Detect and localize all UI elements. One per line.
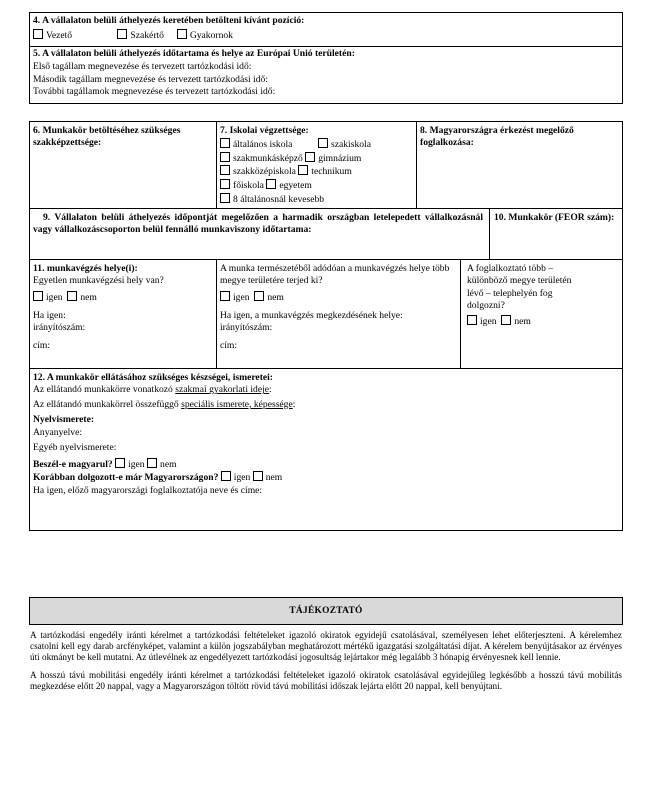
section-7 <box>220 125 412 207</box>
section-12 <box>33 372 618 497</box>
section-9-title: 9. Vállalaton belüli áthelyezés időpontját megelőzően a harmadik országban letelepedett vállalkozásnál vagy vállalkozáscsoporton belül fennálló munkaviszony időtartama: <box>33 212 483 236</box>
checkbox-multi-yes[interactable] <box>220 291 230 301</box>
option-szakerto-label: Szakértő <box>130 29 164 41</box>
start-zip-label: irányítószám: <box>220 322 273 334</box>
edu-egyetem[interactable] <box>266 180 312 191</box>
edu-szakmunkaskepzo[interactable] <box>220 153 303 164</box>
checkbox-site-no[interactable] <box>501 315 511 325</box>
checkbox-szakiskola[interactable] <box>318 138 328 148</box>
edu-szakkozepiskola-label: szakközépiskola <box>233 166 296 178</box>
section-11-col2 <box>220 263 456 353</box>
section-11-col3 <box>467 263 585 328</box>
multi-site-question: A foglalkoztató több – különböző megye területén lévő – telephelyén fog dolgozni? <box>467 263 572 311</box>
section-11-col1 <box>33 263 213 353</box>
checkbox-szakerto[interactable] <box>117 29 127 39</box>
worked-hungary-question: Korábban dolgozott-e már Magyarországon? <box>33 472 219 484</box>
section-8-title: 8. Magyarországra érkezést megelőző foglalkozása: <box>420 125 574 148</box>
address-label: cím: <box>33 340 51 352</box>
edu-8-altalanos[interactable] <box>220 194 324 205</box>
info-paragraph-1: A tartózkodási engedély iránti kérelmet a tartózkodási feltételeket igazoló okiratok egyidejű csatolásával, személyesen lehet előterjeszteni. A kérelemhez csatolni kell egy darab arcfényképet, valamint a külön jogszabályban meghatározott mértékű igazgatási szolgáltatási díjat. A kérelem benyújtásakor az érvényes úti okmányt be kell mutatni. Az útlevélnek az engedélyezett tartózkodási jogosultság lejártakor még legalább 3 hónapig érvényesnek kell lennie. <box>30 630 622 663</box>
checkbox-vezeto[interactable] <box>33 29 43 39</box>
checkbox-8-altalanos[interactable] <box>220 193 230 203</box>
professional-experience: Az ellátandó munkakörre vonatkozó szakmai gyakorlati ideje: <box>33 384 272 396</box>
edu-szakiskola[interactable] <box>318 139 371 150</box>
edu-szakkozepiskola[interactable] <box>220 166 296 177</box>
option-szakerto[interactable] <box>117 29 174 42</box>
edu-altalanos[interactable] <box>220 138 318 152</box>
site-yes-label: igen <box>480 316 497 328</box>
start-address-label: cím: <box>220 340 238 352</box>
section-5-title: 5. A vállalaton belüli áthelyezés időtartama és helye az Európai Unió területén: <box>33 48 355 59</box>
option-vezeto-label: Vezető <box>46 29 73 41</box>
single-no-label: nem <box>80 291 97 303</box>
first-member-state: Első tagállam megnevezése és tervezett tartózkodási idő: <box>33 60 252 72</box>
section-4-5-box <box>29 12 623 104</box>
single-yes-label: igen <box>46 291 63 303</box>
mother-tongue-label: Anyanyelve: <box>33 426 83 438</box>
section-7-title: 7. Iskolai végzettsége: <box>220 125 309 136</box>
edu-gimnazium[interactable] <box>305 153 361 164</box>
checkbox-gimnazium[interactable] <box>305 152 315 162</box>
other-language-label: Egyéb nyelvismerete: <box>33 442 117 454</box>
multi-county-question: A munka természetéből adódóan a munkavégzés helye több megye területére terjed ki? <box>220 263 450 287</box>
option-vezeto[interactable] <box>33 29 115 42</box>
checkbox-site-yes[interactable] <box>467 315 477 325</box>
edu-technikum-label: technikum <box>311 166 352 178</box>
section-6-title: 6. Munkakör betöltéséhez szükséges szakképzettsége: <box>33 125 181 148</box>
checkbox-foiskola[interactable] <box>220 179 230 189</box>
section-12-title: 12. A munkakör ellátásához szükséges készségei, ismeretei: <box>33 372 274 383</box>
edu-foiskola[interactable] <box>220 180 264 191</box>
checkbox-worked-yes[interactable] <box>221 471 231 481</box>
checkbox-single-no[interactable] <box>67 291 77 301</box>
checkbox-technikum[interactable] <box>298 165 308 175</box>
checkbox-altalanos[interactable] <box>220 138 230 148</box>
edu-foiskola-label: főiskola <box>233 180 264 191</box>
edu-altalanos-label: általános iskola <box>233 138 293 150</box>
section-11-title: 11. munkavégzés helye(i): <box>33 263 138 274</box>
worked-yes-label: igen <box>233 472 251 484</box>
edu-szakmunkaskepzo-label: szakmunkásképző <box>233 152 303 164</box>
checkbox-gyakornok[interactable] <box>177 29 187 39</box>
section-10-title: 10. Munkakör (FEOR szám): <box>494 212 615 223</box>
worked-no-label: nem <box>265 472 283 484</box>
info-body <box>30 630 622 698</box>
checkbox-szakkozepiskola[interactable] <box>220 165 230 175</box>
special-skills: Az ellátandó munkakörrel összefüggő speciális ismerete, képessége: <box>33 398 296 410</box>
checkbox-multi-no[interactable] <box>254 291 264 301</box>
site-no-label: nem <box>514 316 531 328</box>
section-5 <box>33 48 618 99</box>
edu-egyetem-label: egyetem <box>279 180 312 191</box>
speaks-no-label: nem <box>160 458 177 470</box>
multi-yes-label: igen <box>233 291 250 303</box>
section-4 <box>33 15 618 41</box>
single-workplace-question: Egyetlen munkavégzési hely van? <box>33 275 164 287</box>
other-member-states: További tagállamok megnevezése és tervezett tartózkodási idő: <box>33 86 276 98</box>
edu-8-altalanos-label: 8 általánosnál kevesebb <box>233 193 325 205</box>
if-yes-label: Ha igen: <box>33 309 66 321</box>
edu-szakiskola-label: szakiskola <box>331 138 371 150</box>
start-location-label: Ha igen, a munkavégzés megkezdésének helye: <box>220 309 403 321</box>
second-member-state: Második tagállam megnevezése és tervezett tartózkodási idő: <box>33 73 268 85</box>
checkbox-single-yes[interactable] <box>33 291 43 301</box>
multi-no-label: nem <box>267 291 284 303</box>
speaks-yes-label: igen <box>128 458 145 470</box>
option-gyakornok[interactable] <box>177 29 233 42</box>
edu-technikum[interactable] <box>298 166 352 177</box>
edu-gimnazium-label: gimnázium <box>318 152 362 164</box>
checkbox-egyetem[interactable] <box>266 179 276 189</box>
checkbox-szakmunkaskepzo[interactable] <box>220 152 230 162</box>
speaks-hungarian-question: Beszél-e magyarul? <box>33 458 113 470</box>
checkbox-worked-no[interactable] <box>253 471 263 481</box>
section-6-12-box <box>29 121 623 531</box>
language-title: Nyelvismerete: <box>33 414 95 426</box>
option-gyakornok-label: Gyakornok <box>189 29 233 41</box>
previous-employer-label: Ha igen, előző magyarországi foglalkoztatója neve és címe: <box>33 484 263 496</box>
info-title: TÁJÉKOZTATÓ <box>289 606 363 616</box>
info-paragraph-2: A hosszú távú mobilitási engedély iránti kérelmet a tartózkodási feltételeket igazoló okiratok csatolásával egyidejűleg legkésőbb a hosszú távú mobilitás megkezdése előtt 20 nappal, vagy a Magyarországon töltött rövid távú mobilitási időszak lejárta előtt 20 nappal, kell benyújtani. <box>30 669 622 691</box>
checkbox-speaks-yes[interactable] <box>115 458 125 468</box>
checkbox-speaks-no[interactable] <box>147 458 157 468</box>
zip-label: irányítószám: <box>33 322 86 334</box>
section-4-title: 4. A vállalaton belüli áthelyezés keretében betölteni kívánt pozíció: <box>33 15 305 26</box>
info-header <box>29 597 623 625</box>
